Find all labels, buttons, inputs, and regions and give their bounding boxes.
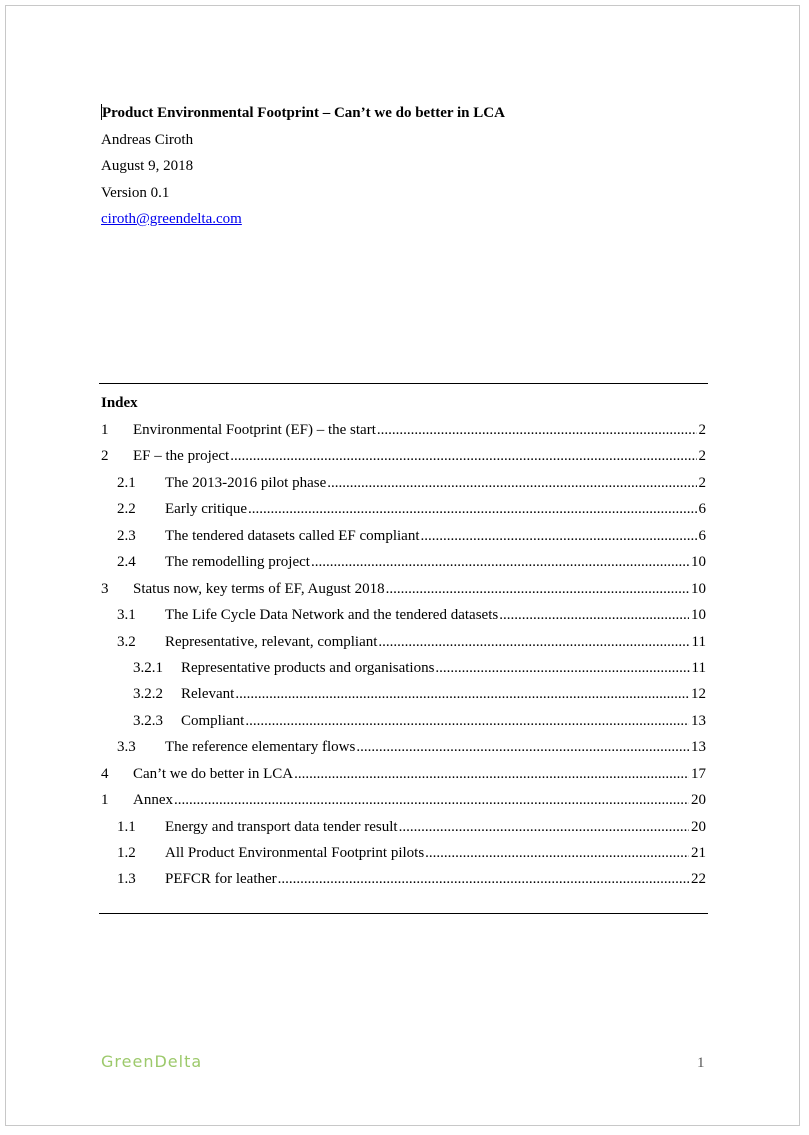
toc-entry-title: PEFCR for leather (165, 871, 277, 888)
toc-entry-number: 3.2 (117, 633, 136, 650)
toc-entry-page: 11 (691, 659, 706, 676)
toc-bottom-rule (99, 913, 708, 914)
toc-entry-number: 3.1 (117, 607, 136, 624)
toc-entry[interactable] (101, 655, 706, 681)
title-block (101, 100, 505, 233)
toc-leader-dots (327, 470, 696, 496)
toc-entry-number: 2.3 (117, 527, 136, 544)
toc-entry-page: 2 (698, 422, 706, 438)
toc-entry-number: 4 (101, 765, 109, 782)
toc-entry-title: Early critique (165, 501, 248, 518)
toc-entry-page: 11 (691, 633, 706, 650)
toc-leader-dots (378, 629, 689, 655)
toc-leader-dots (230, 443, 696, 469)
toc-entry-number: 1 (101, 792, 109, 809)
toc-leader-dots (421, 523, 697, 549)
toc-entry-page: 2 (698, 448, 706, 465)
author[interactable]: Andreas Ciroth (101, 131, 194, 148)
toc-entry-title: Energy and transport data tender result (165, 818, 398, 835)
toc-entry[interactable] (101, 470, 706, 496)
toc-entry[interactable] (101, 549, 706, 575)
email-link[interactable]: ciroth@greendelta.com (101, 211, 242, 227)
toc-entry-title: The Life Cycle Data Network and the tendered datasets (165, 607, 499, 624)
toc-entry-page: 6 (698, 527, 706, 544)
toc-leader-dots (174, 787, 689, 813)
toc-entry-page: 6 (698, 501, 706, 518)
toc-leader-dots (235, 681, 689, 707)
toc-entry-number: 2.4 (117, 554, 136, 571)
toc-entry-page: 2 (698, 474, 706, 491)
toc-entry[interactable] (101, 814, 706, 840)
toc-entry-page: 10 (691, 554, 706, 571)
toc-entry-page: 13 (691, 739, 706, 756)
toc-entry-number: 1.1 (117, 818, 136, 835)
toc-entry-number: 3.2.2 (133, 686, 163, 703)
toc-leader-dots (248, 496, 696, 522)
toc-leader-dots (356, 734, 689, 760)
toc-entry-title: Annex (133, 792, 173, 809)
toc-leader-dots (245, 708, 689, 734)
page-number: 1 (697, 1055, 705, 1071)
toc-entry-number: 1 (101, 422, 109, 438)
toc-entry-number: 3 (101, 580, 109, 597)
toc-entry-title: The 2013-2016 pilot phase (165, 474, 327, 491)
document-title[interactable]: Product Environmental Footprint – Can’t we do better in LCA (102, 105, 505, 121)
toc-leader-dots (278, 866, 689, 892)
toc-entry[interactable] (101, 681, 706, 707)
toc-entry-page: 10 (691, 607, 706, 624)
toc-entry-page: 22 (691, 871, 706, 888)
toc-entry[interactable] (101, 443, 706, 469)
toc-entry-page: 20 (691, 818, 706, 835)
toc-entry-number: 2 (101, 448, 109, 465)
toc-entry-number: 2.1 (117, 474, 136, 491)
toc-entry-page: 17 (691, 765, 706, 782)
toc-entry-page: 12 (691, 686, 706, 703)
toc-leader-dots (386, 576, 689, 602)
document-version[interactable]: Version 0.1 (101, 184, 170, 201)
toc-leader-dots (294, 761, 689, 787)
toc-entry-page: 20 (691, 792, 706, 809)
toc-entry-title: Representative products and organisations (181, 659, 435, 676)
toc-entry-title: Representative, relevant, compliant (165, 633, 378, 650)
toc-entry-title: Status now, key terms of EF, August 2018 (133, 580, 385, 597)
toc-leader-dots (425, 840, 689, 866)
toc-entry[interactable] (101, 629, 706, 655)
toc-entry[interactable] (101, 496, 706, 522)
toc-entry-page: 13 (691, 712, 706, 729)
toc-entry-title: All Product Environmental Footprint pilots (165, 845, 425, 861)
toc-entry[interactable] (101, 576, 706, 602)
toc-entry-number: 3.2.3 (133, 712, 163, 729)
toc-leader-dots (499, 602, 689, 628)
toc-entry-title: Can’t we do better in LCA (133, 765, 294, 782)
toc-entry-page: 21 (691, 845, 706, 861)
document-title-line[interactable] (101, 100, 505, 127)
toc-entry-number: 2.2 (117, 501, 136, 518)
toc-entry[interactable] (101, 734, 706, 760)
toc-entry[interactable] (101, 787, 706, 813)
document-date[interactable]: August 9, 2018 (101, 158, 194, 174)
toc-entry-number: 1.3 (117, 871, 136, 888)
toc-entry-title: EF – the project (133, 448, 230, 465)
toc-entry-title: Relevant (181, 686, 235, 703)
toc-entry[interactable] (101, 417, 706, 443)
toc-entry-page: 10 (691, 580, 706, 597)
toc-entry-title: Environmental Footprint (EF) – the start (133, 422, 376, 438)
table-of-contents (101, 417, 706, 893)
toc-entry[interactable] (101, 761, 706, 787)
toc-entry-number: 3.2.1 (133, 659, 163, 676)
toc-entry-title: The reference elementary flows (165, 739, 356, 756)
toc-entry-title: Compliant (181, 712, 245, 729)
toc-leader-dots (399, 814, 689, 840)
greendelta-logo: GreenDelta (101, 1052, 203, 1071)
toc-entry[interactable] (101, 602, 706, 628)
index-heading: Index (101, 395, 138, 411)
toc-entry-number: 3.3 (117, 739, 136, 756)
toc-leader-dots (435, 655, 689, 681)
toc-entry[interactable] (101, 523, 706, 549)
toc-entry-title: The remodelling project (165, 554, 310, 571)
toc-entry-number: 1.2 (117, 845, 136, 861)
toc-entry[interactable] (101, 840, 706, 866)
toc-top-rule (99, 383, 708, 384)
toc-entry[interactable] (101, 708, 706, 734)
toc-entry[interactable] (101, 866, 706, 892)
toc-entry-title: The tendered datasets called EF compliant (165, 527, 420, 544)
toc-leader-dots (377, 417, 697, 443)
toc-leader-dots (311, 549, 689, 575)
